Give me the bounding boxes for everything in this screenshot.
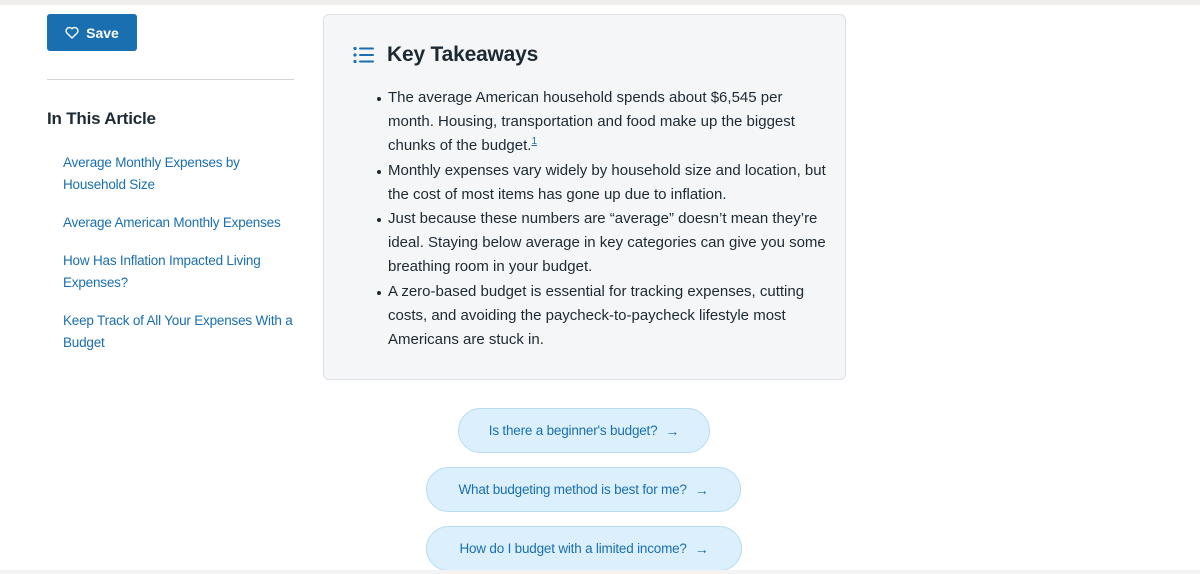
toc-item — [63, 310, 298, 354]
toc-item — [63, 152, 298, 196]
toc-item — [63, 212, 298, 234]
toc-link-monthly-expenses[interactable]: Average American Monthly Expenses — [63, 215, 281, 230]
question-pill-limited-income[interactable] — [426, 526, 742, 571]
arrow-right-icon: → — [694, 481, 709, 498]
save-button-label: Save — [86, 24, 119, 41]
takeaway-item — [388, 207, 828, 280]
toc-link-keep-track[interactable]: Keep Track of All Your Expenses With a Budget — [63, 313, 293, 350]
top-border-strip — [0, 0, 1200, 5]
key-takeaways-header — [353, 43, 538, 67]
takeaway-item — [388, 86, 828, 159]
toc-link-inflation[interactable]: How Has Inflation Impacted Living Expenses? — [63, 253, 261, 290]
toc-list — [63, 152, 298, 370]
toc-item — [63, 250, 298, 294]
question-pill-beginners-budget[interactable] — [458, 408, 710, 453]
takeaway-text: The average American household spends about $6,545 per month. Housing, transportation and food make up the biggest chunks of the budget. — [388, 89, 795, 155]
question-pill-budgeting-method[interactable] — [426, 467, 741, 512]
footnote-link[interactable]: 1 — [531, 136, 537, 148]
takeaway-text: Just because these numbers are “average” doesn’t mean they’re ideal. Staying below average in key categories can give you some breathing room in your budget. — [388, 210, 826, 276]
takeaway-text: A zero-based budget is essential for tracking expenses, cutting costs, and avoiding the paycheck-to-paycheck lifestyle most Americans are stuck in. — [388, 282, 805, 349]
question-pill-label: What budgeting method is best for me? — [458, 482, 687, 497]
takeaway-text: Monthly expenses vary widely by household size and location, but the cost of most items has gone up due to inflation. — [388, 161, 826, 203]
toc-link-household-size[interactable]: Average Monthly Expenses by Household Size — [63, 155, 240, 192]
bottom-border-strip — [0, 570, 1200, 574]
heart-outline-icon — [65, 26, 79, 39]
question-pill-label: How do I budget with a limited income? — [459, 541, 687, 556]
key-takeaways-list — [388, 86, 828, 352]
toc-heading: In This Article — [47, 109, 156, 128]
takeaway-item — [388, 159, 828, 207]
takeaway-item — [388, 280, 828, 353]
key-takeaways-card — [323, 14, 846, 380]
save-button[interactable] — [47, 14, 137, 51]
sidebar-divider — [47, 79, 294, 80]
arrow-right-icon: → — [694, 540, 709, 557]
arrow-right-icon: → — [665, 422, 680, 439]
key-takeaways-title: Key Takeaways — [387, 43, 539, 66]
list-icon — [353, 46, 374, 64]
question-pill-label: Is there a beginner's budget? — [488, 423, 658, 438]
